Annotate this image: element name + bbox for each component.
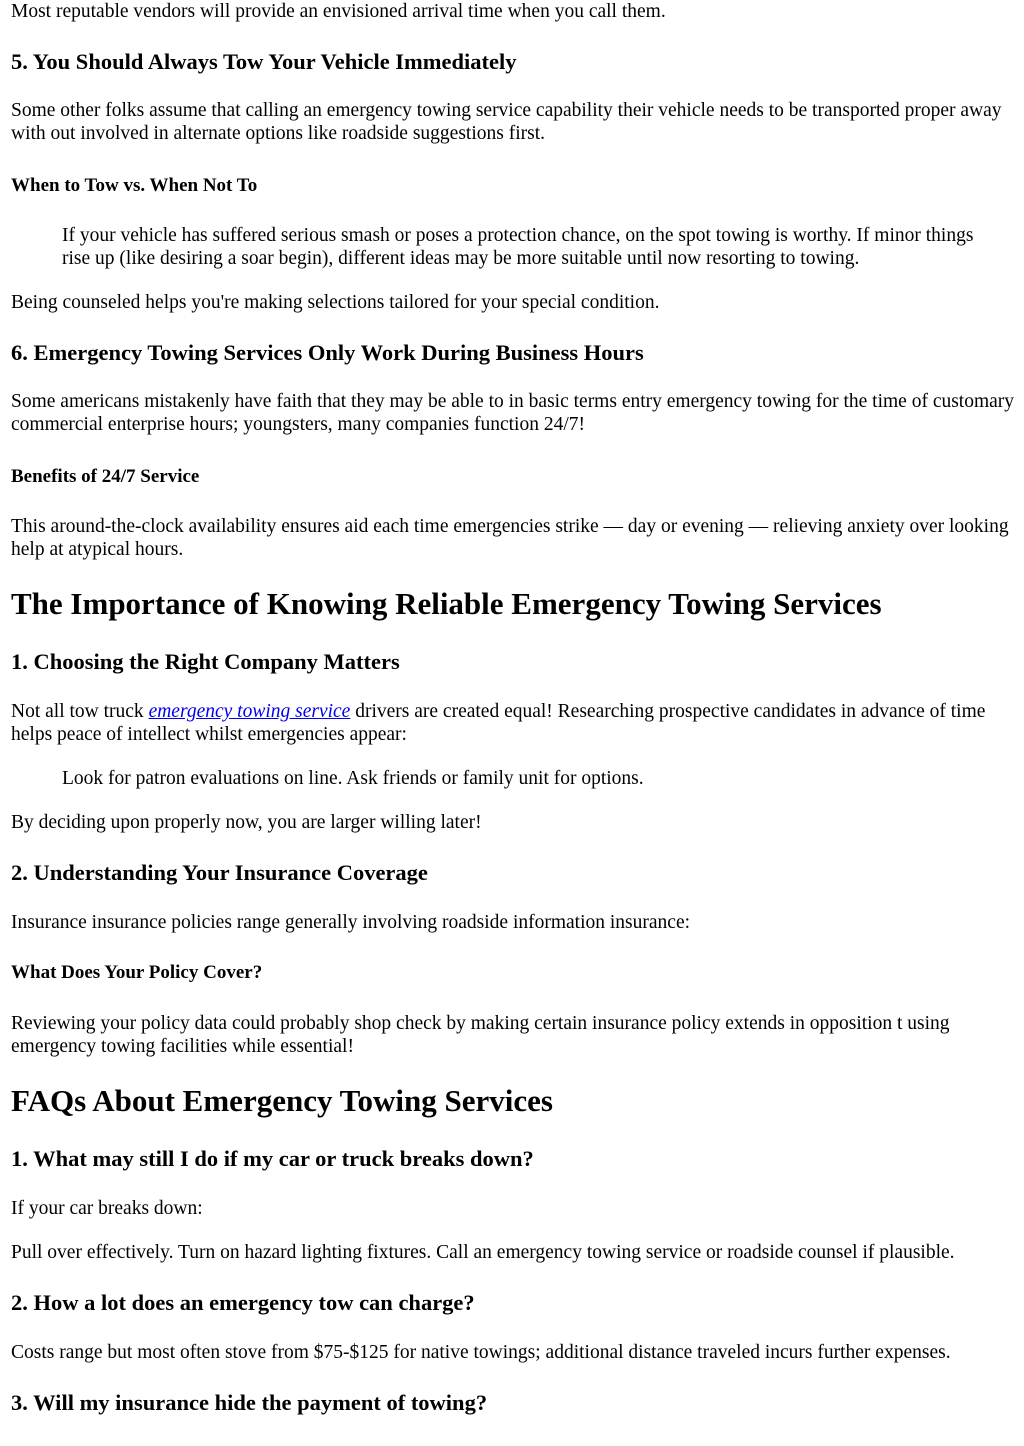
- paragraph-reviewing-policy: Reviewing your policy data could probably shop check by making certain insurance policy extends in opposition t using emergency towing facilities while essential!: [11, 1013, 950, 1057]
- blockquote-look-for: Look for patron evaluations on line. Ask friends or family unit for options.: [62, 768, 644, 789]
- paragraph-faq-breakdown-steps: Pull over effectively. Turn on hazard lighting fixtures. Call an emergency towing service or roadside counsel if plausible.: [11, 1242, 955, 1263]
- paragraph-benefits: This around-the-clock availability ensures aid each time emergencies strike — day or evening — relieving anxiety over looking help at atypical hours.: [11, 516, 1009, 560]
- heading-tow-immediately: 5. You Should Always Tow Your Vehicle Immediately: [11, 49, 517, 74]
- heading-faq-cost: 2. How a lot does an emergency tow can charge?: [11, 1290, 475, 1315]
- heading-faq-breakdown: 1. What may still I do if my car or truck breaks down?: [11, 1146, 534, 1171]
- emergency-towing-service-link[interactable]: emergency towing service: [148, 701, 351, 722]
- choosing-text-before: Not all tow truck: [11, 701, 149, 722]
- paragraph-deciding: By deciding upon properly now, you are larger willing later!: [11, 812, 482, 833]
- paragraph-faq-breakdown-intro: If your car breaks down:: [11, 1198, 203, 1219]
- heading-benefits-24-7: Benefits of 24/7 Service: [11, 466, 200, 487]
- paragraph-insurance: Insurance insurance policies range generally involving roadside information insurance:: [11, 912, 691, 933]
- paragraph-faq-cost: Costs range but most often stove from $75-$125 for native towings; additional distance traveled incurs further expenses.: [11, 1342, 951, 1363]
- heading-faq-insurance: 3. Will my insurance hide the payment of towing?: [11, 1390, 488, 1415]
- heading-business-hours: 6. Emergency Towing Services Only Work During Business Hours: [11, 340, 644, 365]
- heading-policy-cover: What Does Your Policy Cover?: [11, 962, 263, 983]
- paragraph-business-hours: Some americans mistakenly have faith that they may be able to in basic terms entry emergency towing for the time of customary commercial enterprise hours; youngsters, many companies function 24/7!: [11, 391, 1015, 435]
- paragraph-choosing-company: [11, 700, 1015, 746]
- heading-choosing-company: 1. Choosing the Right Company Matters: [11, 649, 400, 674]
- heading-faqs: FAQs About Emergency Towing Services: [11, 1083, 553, 1118]
- paragraph-counseled: Being counseled helps you're making selections tailored for your special condition.: [11, 292, 660, 313]
- heading-when-to-tow: When to Tow vs. When Not To: [11, 175, 258, 196]
- choosing-text-after: drivers are created equal! Researching prospective candidates in advance of time helps peace of intellect whilst emergencies appear:: [11, 701, 986, 745]
- heading-importance: The Importance of Knowing Reliable Emergency Towing Services: [11, 586, 882, 621]
- blockquote-when-to-tow: If your vehicle has suffered serious smash or poses a protection chance, on the spot towing is worthy. If minor things rise up (like desiring a soar begin), different ideas may be more suitable until now resorting to towing.: [62, 225, 974, 269]
- heading-insurance-coverage: 2. Understanding Your Insurance Coverage: [11, 860, 428, 885]
- paragraph-arrival-time: Most reputable vendors will provide an envisioned arrival time when you call them.: [11, 1, 666, 22]
- paragraph-tow-assumption: Some other folks assume that calling an emergency towing service capability their vehicle needs to be transported proper away with out involved in alternate options like roadside suggestions first.: [11, 100, 1002, 144]
